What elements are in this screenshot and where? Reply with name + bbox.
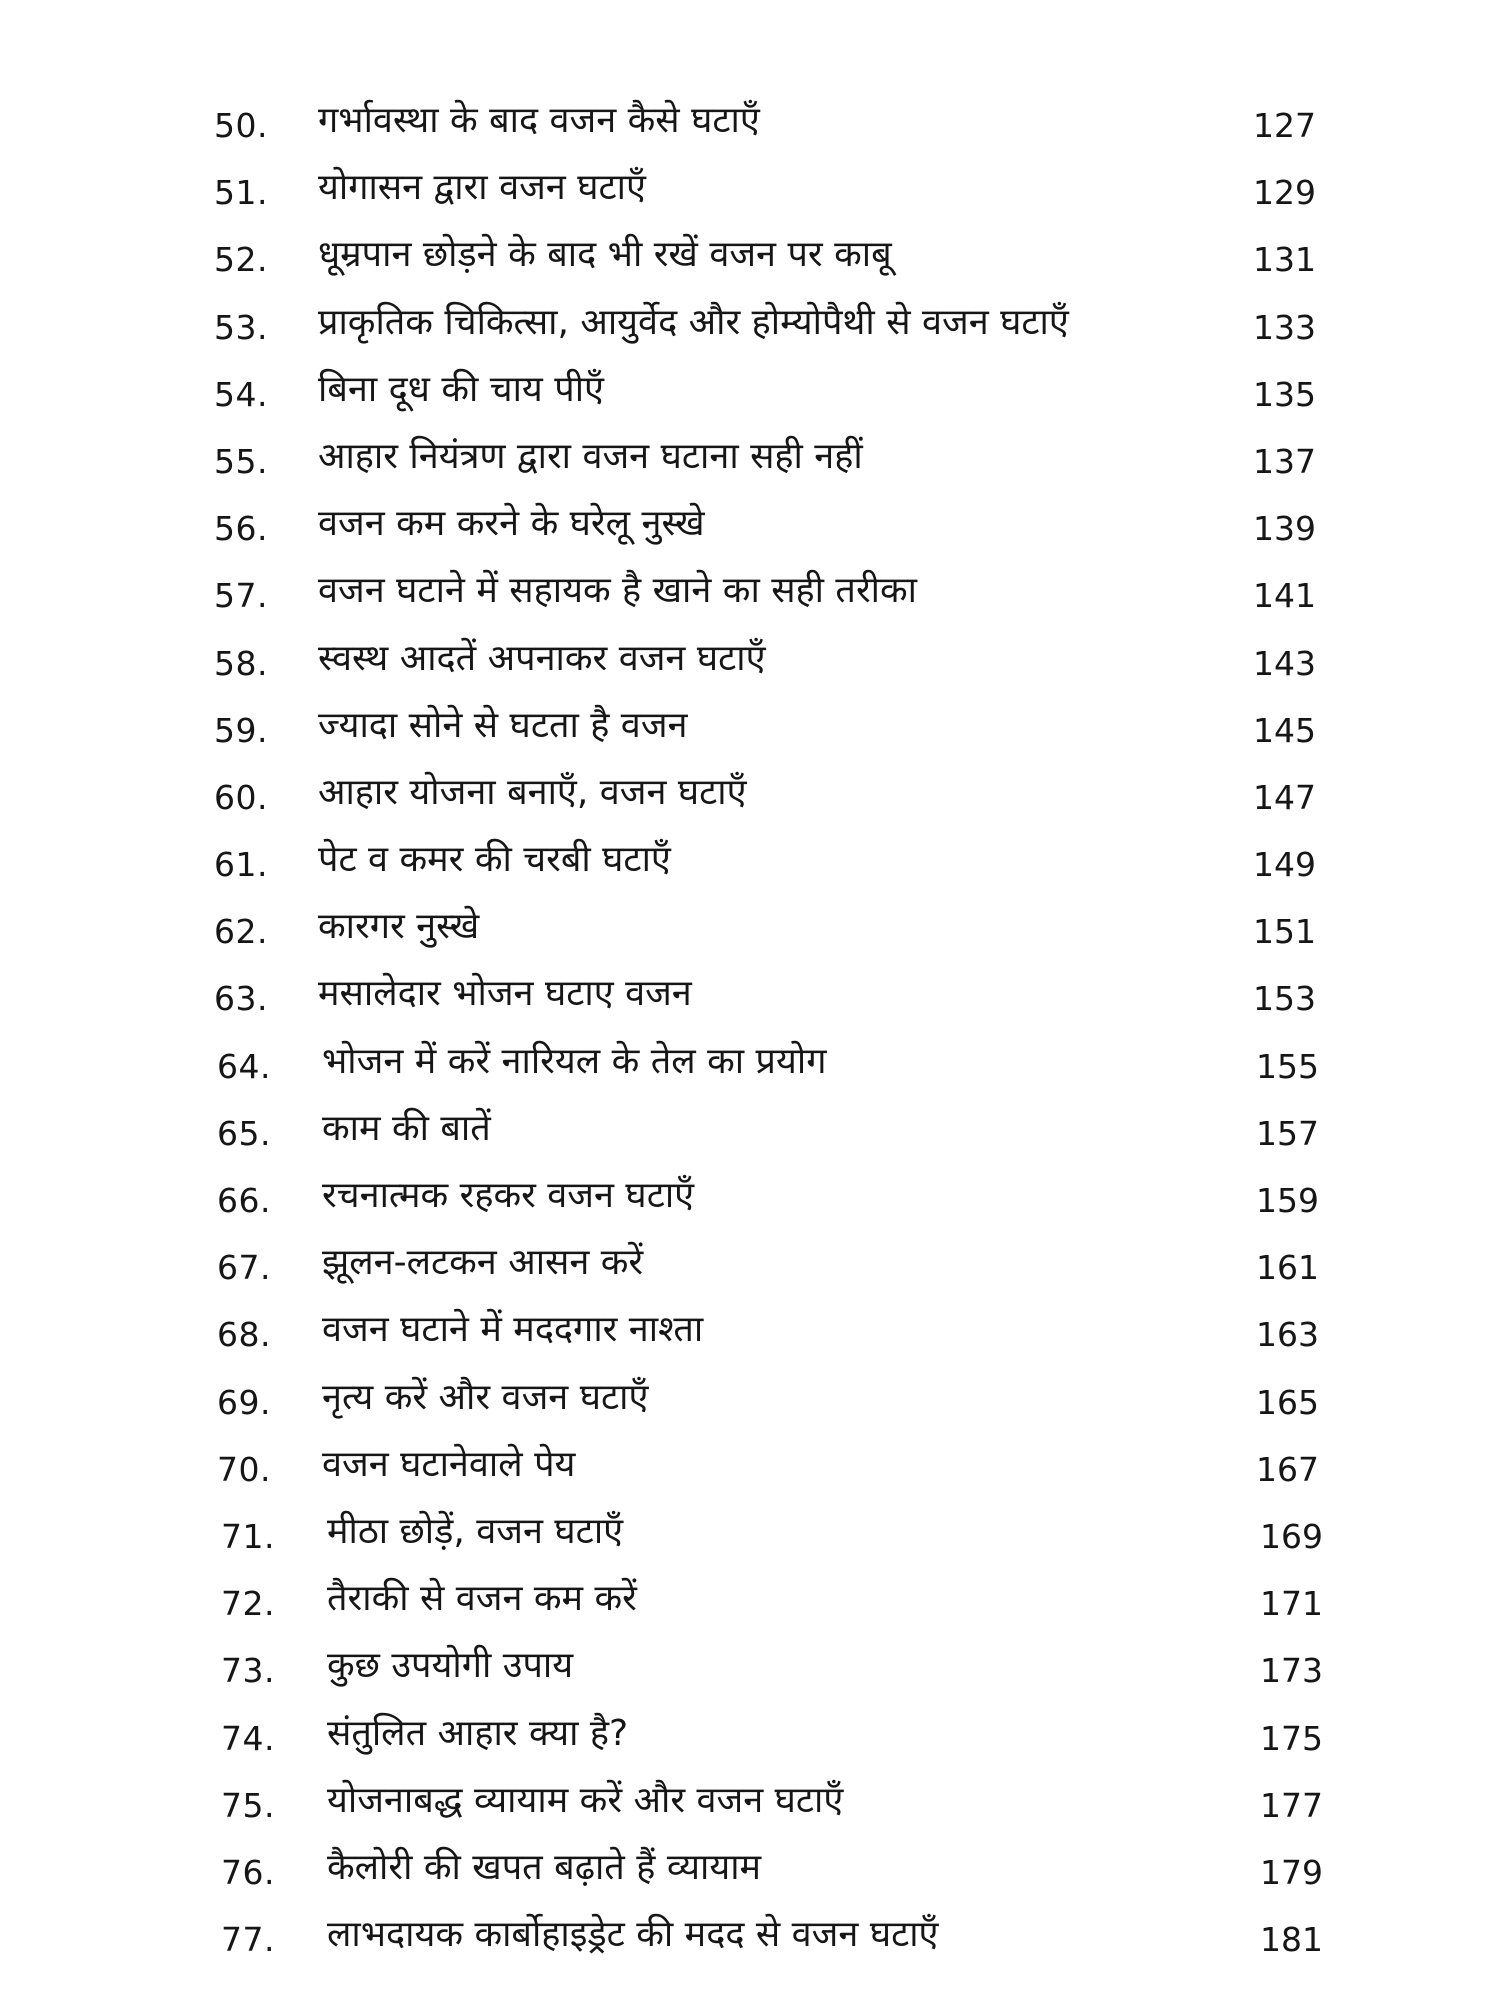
toc-entry <box>0 1436 1500 1503</box>
entry-title: संतुलित आहार क्या है? <box>327 1712 629 1754</box>
entry-page-number: 177 <box>1260 1785 1323 1825</box>
entry-number: 52. <box>214 240 268 280</box>
entry-number: 71. <box>221 1516 275 1556</box>
entry-page-number: 133 <box>1253 307 1316 347</box>
entry-title: गर्भावस्था के बाद वजन कैसे घटाएँ <box>318 100 760 141</box>
entry-number: 72. <box>221 1584 275 1624</box>
entry-number: 64. <box>217 1046 271 1086</box>
entry-page-number: 175 <box>1260 1718 1323 1758</box>
table-of-contents <box>0 92 1500 1973</box>
entry-number: 59. <box>214 710 268 750</box>
toc-entry <box>0 965 1500 1032</box>
entry-title: लाभदायक कार्बोहाइड्रेट की मदद से वजन घटाएँ <box>327 1914 939 1956</box>
entry-title: योजनाबद्ध व्यायाम करें और वजन घटाएँ <box>327 1779 844 1821</box>
toc-entry <box>0 697 1500 764</box>
entry-number: 63. <box>214 979 268 1019</box>
toc-entry <box>0 1033 1500 1100</box>
entry-page-number: 153 <box>1253 979 1316 1019</box>
toc-entry <box>0 630 1500 697</box>
entry-page-number: 169 <box>1260 1516 1323 1556</box>
entry-number: 68. <box>217 1315 271 1355</box>
toc-entry <box>0 294 1500 361</box>
entry-number: 65. <box>217 1113 271 1153</box>
entry-number: 51. <box>214 173 268 213</box>
entry-title: आहार नियंत्रण द्वारा वजन घटाना सही नहीं <box>318 435 863 477</box>
entry-title: वजन घटाने में सहायक है खाने का सही तरीका <box>318 570 917 612</box>
entry-number: 73. <box>221 1651 275 1691</box>
entry-title: मीठा छोड़ें, वजन घटाएँ <box>327 1510 624 1552</box>
entry-page-number: 131 <box>1253 240 1316 280</box>
entry-page-number: 127 <box>1253 106 1316 145</box>
toc-entry <box>0 898 1500 965</box>
toc-entry <box>0 1906 1500 1973</box>
entry-title: वजन कम करने के घरेलू नुस्खे <box>318 503 705 545</box>
toc-entry <box>0 1100 1500 1167</box>
entry-title: भोजन में करें नारियल के तेल का प्रयोग <box>322 1040 827 1082</box>
entry-number: 57. <box>214 576 268 616</box>
entry-page-number: 149 <box>1253 845 1316 885</box>
toc-entry <box>0 1369 1500 1436</box>
toc-entry <box>0 831 1500 898</box>
toc-entry <box>0 1839 1500 1906</box>
entry-number: 53. <box>214 307 268 347</box>
toc-entry <box>0 1570 1500 1637</box>
entry-page-number: 155 <box>1256 1046 1319 1086</box>
entry-title: कारगर नुस्खे <box>318 906 480 948</box>
entry-number: 55. <box>214 441 268 481</box>
entry-title: काम की बातें <box>322 1107 491 1149</box>
entry-number: 70. <box>217 1449 271 1489</box>
entry-title: नृत्य करें और वजन घटाएँ <box>322 1376 649 1418</box>
toc-entry <box>0 1167 1500 1234</box>
entry-title: कैलोरी की खपत बढ़ाते हैं व्यायाम <box>327 1846 762 1888</box>
entry-title: योगासन द्वारा वजन घटाएँ <box>318 167 646 209</box>
entry-page-number: 179 <box>1260 1852 1323 1892</box>
toc-entry <box>0 495 1500 562</box>
entry-title: तैराकी से वजन कम करें <box>327 1578 637 1620</box>
toc-entry <box>0 92 1500 159</box>
entry-page-number: 171 <box>1260 1584 1323 1624</box>
toc-entry <box>0 1637 1500 1704</box>
entry-title: धूम्रपान छोड़ने के बाद भी रखें वजन पर काबू <box>318 234 892 276</box>
entry-page-number: 139 <box>1253 509 1316 549</box>
entry-page-number: 181 <box>1260 1920 1323 1960</box>
entry-number: 50. <box>214 106 268 145</box>
entry-title: प्राकृतिक चिकित्सा, आयुर्वेद और होम्योपैथी से वजन घटाएँ <box>318 301 1069 343</box>
entry-number: 69. <box>217 1382 271 1422</box>
toc-entry <box>0 1234 1500 1301</box>
entry-page-number: 141 <box>1253 576 1316 616</box>
entry-page-number: 143 <box>1253 643 1316 683</box>
entry-number: 56. <box>214 509 268 549</box>
entry-title: झूलन-लटकन आसन करें <box>322 1242 644 1284</box>
entry-title: वजन घटानेवाले पेय <box>322 1443 576 1485</box>
entry-number: 66. <box>217 1181 271 1220</box>
entry-number: 76. <box>221 1852 275 1892</box>
toc-entry <box>0 159 1500 226</box>
entry-number: 67. <box>217 1248 271 1288</box>
entry-page-number: 145 <box>1253 710 1316 750</box>
toc-entry <box>0 428 1500 495</box>
entry-title: मसालेदार भोजन घटाए वजन <box>318 973 692 1015</box>
entry-page-number: 147 <box>1253 777 1316 817</box>
entry-number: 60. <box>214 777 268 817</box>
entry-number: 77. <box>221 1920 275 1960</box>
entry-page-number: 135 <box>1253 374 1316 414</box>
toc-entry <box>0 1503 1500 1570</box>
entry-number: 74. <box>221 1718 275 1758</box>
entry-title: रचनात्मक रहकर वजन घटाएँ <box>322 1175 695 1216</box>
toc-entry <box>0 1301 1500 1368</box>
toc-entry <box>0 764 1500 831</box>
entry-page-number: 173 <box>1260 1651 1323 1691</box>
entry-number: 58. <box>214 643 268 683</box>
toc-entry <box>0 226 1500 293</box>
entry-page-number: 167 <box>1256 1449 1319 1489</box>
entry-page-number: 165 <box>1256 1382 1319 1422</box>
entry-title: बिना दूध की चाय पीएँ <box>318 368 604 410</box>
toc-entry <box>0 562 1500 629</box>
entry-number: 54. <box>214 374 268 414</box>
entry-page-number: 137 <box>1253 441 1316 481</box>
entry-page-number: 157 <box>1256 1113 1319 1153</box>
entry-title: आहार योजना बनाएँ, वजन घटाएँ <box>318 771 747 813</box>
entry-title: कुछ उपयोगी उपाय <box>327 1645 574 1687</box>
entry-number: 75. <box>221 1785 275 1825</box>
entry-page-number: 129 <box>1253 173 1316 213</box>
toc-entry <box>0 361 1500 428</box>
toc-entry <box>0 1705 1500 1772</box>
entry-title: ज्यादा सोने से घटता है वजन <box>318 704 688 746</box>
entry-number: 61. <box>214 845 268 885</box>
entry-page-number: 159 <box>1256 1181 1319 1220</box>
entry-page-number: 151 <box>1253 912 1316 952</box>
toc-entry <box>0 1772 1500 1839</box>
entry-page-number: 161 <box>1256 1248 1319 1288</box>
entry-title: स्वस्थ आदतें अपनाकर वजन घटाएँ <box>318 637 766 679</box>
entry-page-number: 163 <box>1256 1315 1319 1355</box>
entry-title: वजन घटाने में मददगार नाश्ता <box>322 1309 704 1351</box>
entry-number: 62. <box>214 912 268 952</box>
entry-title: पेट व कमर की चरबी घटाएँ <box>318 839 671 881</box>
